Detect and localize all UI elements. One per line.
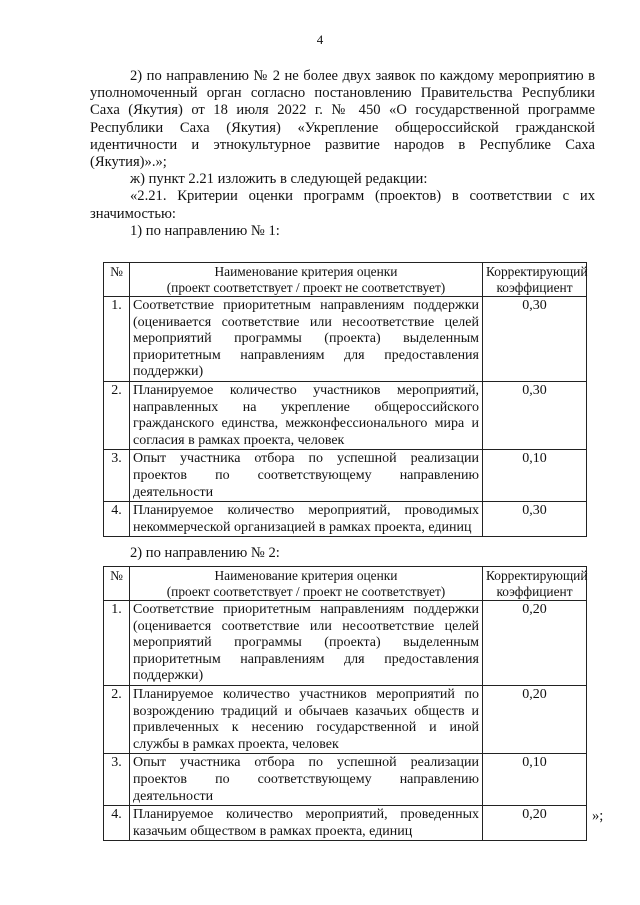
row-num: 3. [104,450,130,502]
paragraph-direction1-label: 1) по направлению № 1: [130,222,280,239]
table-row [104,381,587,449]
table-row [104,450,587,502]
row-num: 4. [104,806,130,841]
criteria-table-direction-1 [103,262,587,537]
row-coef: 0,20 [483,806,587,841]
row-criterion: Опыт участника отбора по успешной реализации проектов по соответствующему направлению деятельности [130,754,483,806]
row-coef: 0,20 [483,685,587,753]
row-coef: 0,20 [483,601,587,686]
row-num: 1. [104,297,130,382]
row-num: 4. [104,502,130,537]
table-row [104,754,587,806]
row-num: 3. [104,754,130,806]
row-num: 2. [104,381,130,449]
criteria-table-direction-2 [103,566,587,841]
header-num: № [104,567,130,601]
row-coef: 0,30 [483,502,587,537]
row-coef: 0,10 [483,450,587,502]
header-criterion: Наименование критерия оценки (проект соответствует / проект не соответствует) [130,567,483,601]
paragraph-criteria-intro: «2.21. Критерии оценки программ (проектов) в соответствии с их значимостью: [90,188,595,222]
table-header-row [104,567,587,601]
header-num: № [104,263,130,297]
row-num: 1. [104,601,130,686]
table-row [104,297,587,382]
row-coef: 0,30 [483,381,587,449]
table-header-row [104,263,587,297]
table-row [104,685,587,753]
paragraph-item-zh: ж) пункт 2.21 изложить в следующей редакции: [130,171,428,188]
row-criterion: Планируемое количество участников мероприятий по возрождению традиций и обычаев казачьих обществ и привлеченных к несению государственной и иной службы в рамках проекта, человек [130,685,483,753]
page-number: 4 [316,32,324,47]
header-coef: Корректирующий коэффициент [483,567,587,601]
row-criterion: Планируемое количество мероприятий, проводимых некоммерческой организацией в рамках проекта, единиц [130,502,483,537]
closing-quote-mark: »; [592,808,604,824]
header-coef: Корректирующий коэффициент [483,263,587,297]
header-criterion: Наименование критерия оценки (проект соответствует / проект не соответствует) [130,263,483,297]
row-criterion: Соответствие приоритетным направлениям поддержки (оценивается соответствие или несоответствие целей мероприятий программы (проекта) выделенным приоритетным направлениям для предоставления поддержки) [130,297,483,382]
row-criterion: Соответствие приоритетным направлениям поддержки (оценивается соответствие или несоответствие целей мероприятий программы (проекта) выделенным приоритетным направлениям для предоставления поддержки) [130,601,483,686]
table-row [104,502,587,537]
table-row [104,601,587,686]
row-coef: 0,10 [483,754,587,806]
row-coef: 0,30 [483,297,587,382]
row-criterion: Планируемое количество участников мероприятий, направленных на укрепление общероссийского гражданского единства, межконфессионального мира и согласия в рамках проекта, человек [130,381,483,449]
paragraph-direction2-label: 2) по направлению № 2: [130,545,280,561]
row-criterion: Опыт участника отбора по успешной реализации проектов по соответствующему направлению деятельности [130,450,483,502]
paragraph-direction2-applications: 2) по направлению № 2 не более двух заявок по каждому мероприятию в уполномоченный орган согласно постановлению Правительства Республики Саха (Якутия) от 18 июля 2022 г. № 450 «О государственной программе Республики Саха (Якутия) «Укрепление общероссийской гражданской идентичности и этнокультурное развитие народов в Республике Саха (Якутия)».»; [90,68,595,171]
body-text [90,68,595,240]
row-num: 2. [104,685,130,753]
row-criterion: Планируемое количество мероприятий, проведенных казачьим обществом в рамках проекта, единиц [130,806,483,841]
table-row [104,806,587,841]
